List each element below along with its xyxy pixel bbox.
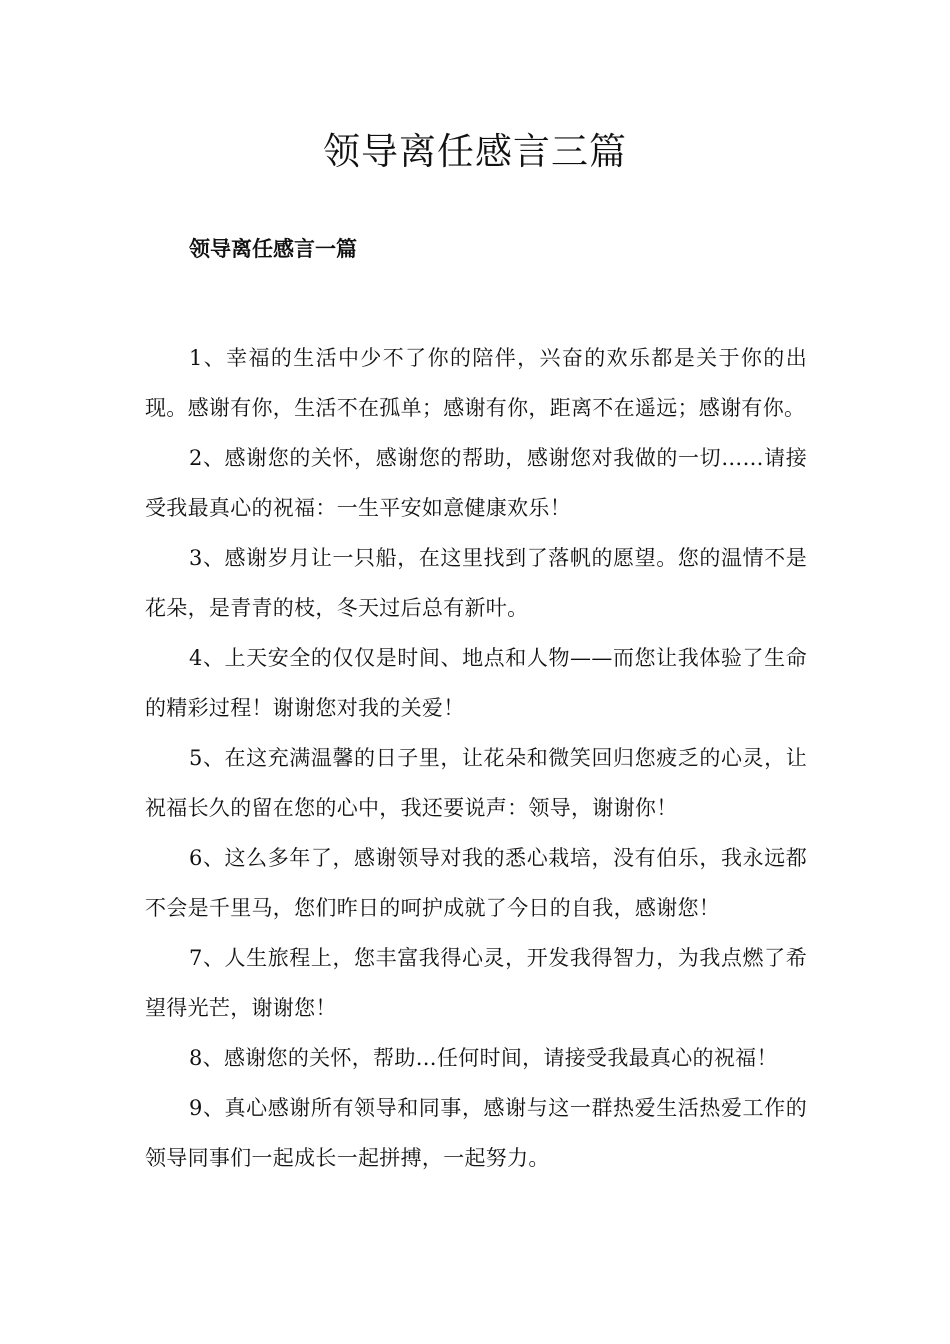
- paragraph-9: 9、真心感谢所有领导和同事，感谢与这一群热爱生活热爱工作的领导同事们一起成长一起拼搏，一起努力。: [145, 1096, 807, 1170]
- section-title: 领导离任感言一篇: [189, 236, 357, 261]
- paragraph-6: 6、这么多年了，感谢领导对我的悉心栽培，没有伯乐，我永远都不会是千里马，您们昨日的呵护成就了今日的自我，感谢您！: [145, 846, 807, 920]
- paragraph-7: 7、人生旅程上，您丰富我得心灵，开发我得智力，为我点燃了希望得光芒，谢谢您！: [145, 946, 807, 1020]
- document-title: 领导离任感言三篇: [323, 130, 627, 173]
- paragraph-4: 4、上天安全的仅仅是时间、地点和人物——而您让我体验了生命的精彩过程！谢谢您对我的关爱！: [145, 646, 807, 720]
- document-body: [145, 333, 807, 1183]
- paragraph-5: 5、在这充满温馨的日子里，让花朵和微笑回归您疲乏的心灵，让祝福长久的留在您的心中，我还要说声：领导，谢谢你！: [145, 746, 807, 820]
- paragraph-1: 1、幸福的生活中少不了你的陪伴，兴奋的欢乐都是关于你的出现。感谢有你，生活不在孤单；感谢有你，距离不在遥远；感谢有你。: [145, 346, 807, 420]
- paragraph-2: 2、感谢您的关怀，感谢您的帮助，感谢您对我做的一切……请接受我最真心的祝福：一生平安如意健康欢乐！: [145, 446, 807, 520]
- paragraph-3: 3、感谢岁月让一只船，在这里找到了落帆的愿望。您的温情不是花朵，是青青的枝，冬天过后总有新叶。: [145, 546, 807, 620]
- paragraph-8: 8、感谢您的关怀，帮助…任何时间，请接受我最真心的祝福！: [189, 1046, 778, 1070]
